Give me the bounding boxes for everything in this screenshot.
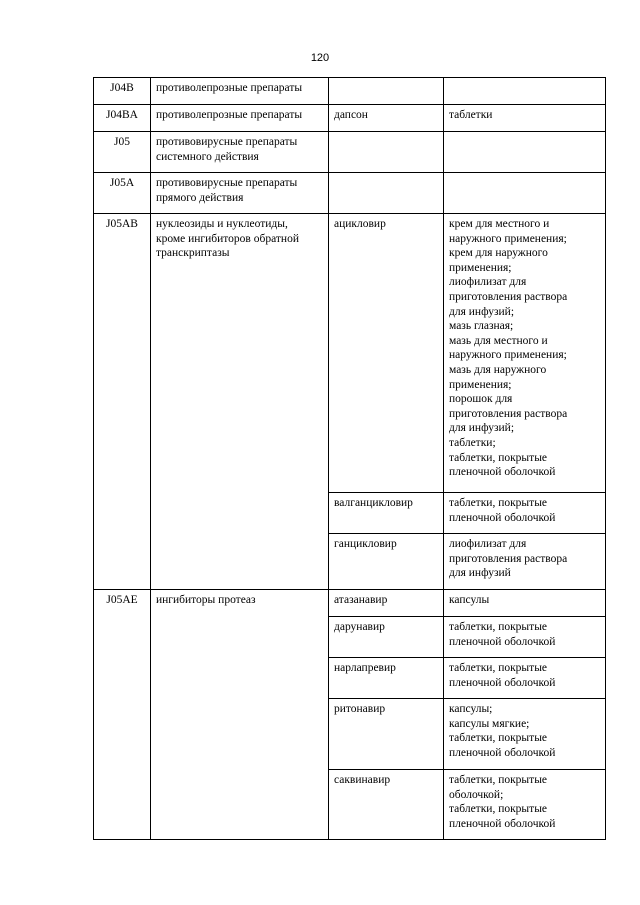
dosage-form-line: капсулы [449, 594, 490, 606]
atc-code-cell [94, 173, 151, 214]
drug-name: ацикловир [334, 218, 386, 230]
table-row [94, 214, 606, 493]
group-name-cell [151, 105, 329, 132]
dosage-form-line: лиофилизат для [449, 276, 527, 289]
table-row [94, 132, 606, 173]
atc-code: J05A [109, 177, 135, 189]
dosage-form-line: приготовления раствора [449, 407, 568, 420]
dosage-form-line: таблетки, покрытые [449, 732, 548, 745]
dosage-form-line: применения; [449, 261, 512, 274]
dosage-form-line: лиофилизат для [449, 538, 527, 550]
group-name-line: прямого действия [156, 191, 244, 204]
dosage-form-line: таблетки; [449, 436, 496, 449]
drug-name: валганцикловир [334, 497, 413, 509]
group-name-cell [151, 173, 329, 214]
dosage-form-line: таблетки, покрытые [449, 803, 548, 816]
drug-name-cell [329, 132, 444, 173]
drug-name-cell [329, 617, 444, 658]
drug-name-cell [329, 78, 444, 105]
dosage-form-line: для инфузий; [449, 305, 515, 318]
drug-name: дарунавир [334, 621, 385, 633]
group-name-line: противолепрозные препараты [156, 109, 303, 121]
drug-name-cell [329, 493, 444, 534]
atc-code: J05 [114, 136, 130, 148]
dosage-form-line: крем для местного и [449, 218, 550, 230]
group-name-cell [151, 78, 329, 105]
dosage-form-line: пленочной оболочкой [449, 466, 556, 479]
dosage-form-cell [444, 590, 606, 617]
dosage-form-line: пленочной оболочкой [449, 746, 556, 759]
drug-name: саквинавир [334, 774, 391, 786]
dosage-form-line: капсулы; [449, 703, 493, 715]
drug-name-cell [329, 590, 444, 617]
atc-code-cell [94, 78, 151, 105]
dosage-form-line: приготовления раствора [449, 290, 568, 303]
drug-name-cell [329, 214, 444, 493]
group-name-line: транскриптазы [156, 247, 230, 260]
dosage-form-line: для инфузий [449, 567, 511, 580]
dosage-form-cell [444, 658, 606, 699]
drug-name-cell [329, 534, 444, 590]
drug-name: атазанавир [334, 594, 388, 606]
drug-name: нарлапревир [334, 662, 396, 674]
table-row [94, 173, 606, 214]
atc-code-cell [94, 132, 151, 173]
atc-code: J05AB [106, 218, 138, 230]
dosage-form-cell [444, 132, 606, 173]
dosage-form-line: порошок для [449, 393, 513, 406]
dosage-form-line: для инфузий; [449, 422, 515, 435]
drug-name: ганцикловир [334, 538, 397, 550]
drug-name-cell [329, 770, 444, 840]
atc-code: J05AE [106, 594, 138, 606]
group-name-line: системного действия [156, 150, 259, 163]
dosage-form-cell [444, 214, 606, 493]
dosage-form-line: таблетки [449, 109, 493, 121]
group-name-cell [151, 132, 329, 173]
dosage-form-line: таблетки, покрытые [449, 662, 548, 674]
dosage-form-line: таблетки, покрытые [449, 451, 548, 464]
table-row [94, 590, 606, 617]
dosage-form-line: оболочкой; [449, 788, 504, 801]
dosage-form-cell [444, 105, 606, 132]
group-name-line: противовирусные препараты [156, 136, 298, 148]
atc-code-cell [94, 590, 151, 840]
dosage-form-line: наружного применения; [449, 232, 567, 245]
dosage-form-line: таблетки, покрытые [449, 621, 548, 633]
dosage-form-cell [444, 534, 606, 590]
dosage-form-line: мазь для наружного [449, 363, 547, 376]
dosage-form-line: пленочной оболочкой [449, 511, 556, 524]
group-name-line: противовирусные препараты [156, 177, 298, 189]
dosage-form-line: применения; [449, 378, 512, 391]
dosage-form-cell [444, 617, 606, 658]
table-row [94, 105, 606, 132]
drug-table-body [94, 78, 606, 840]
dosage-form-line: крем для наружного [449, 247, 548, 260]
dosage-form-cell [444, 493, 606, 534]
table-row [94, 78, 606, 105]
dosage-form-line: наружного применения; [449, 349, 567, 362]
dosage-form-line: пленочной оболочкой [449, 676, 556, 689]
dosage-form-line: приготовления раствора [449, 552, 568, 565]
drug-name-cell [329, 173, 444, 214]
dosage-form-line: мазь для местного и [449, 334, 548, 347]
group-name-cell [151, 214, 329, 590]
drug-name-cell [329, 658, 444, 699]
dosage-form-line: таблетки, покрытые [449, 774, 548, 786]
dosage-form-cell [444, 173, 606, 214]
drug-name-cell [329, 105, 444, 132]
group-name-line: противолепрозные препараты [156, 82, 303, 94]
dosage-form-line: капсулы мягкие; [449, 717, 530, 730]
group-name-cell [151, 590, 329, 840]
group-name-line: нуклеозиды и нуклеотиды, [156, 218, 288, 230]
dosage-form-line: мазь глазная; [449, 320, 514, 333]
atc-code: J04B [110, 82, 134, 94]
dosage-form-cell [444, 78, 606, 105]
dosage-form-cell [444, 770, 606, 840]
drug-name: дапсон [334, 109, 368, 121]
drug-name-cell [329, 699, 444, 770]
dosage-form-line: пленочной оболочкой [449, 817, 556, 830]
drug-name: ритонавир [334, 703, 386, 715]
dosage-form-line: пленочной оболочкой [449, 635, 556, 648]
drug-table [93, 77, 606, 840]
dosage-form-line: таблетки, покрытые [449, 497, 548, 509]
atc-code-cell [94, 105, 151, 132]
page-number: 120 [310, 52, 330, 64]
dosage-form-cell [444, 699, 606, 770]
group-name-line: ингибиторы протеаз [156, 594, 256, 606]
atc-code-cell [94, 214, 151, 590]
atc-code: J04BA [106, 109, 138, 121]
group-name-line: кроме ингибиторов обратной [156, 232, 299, 245]
